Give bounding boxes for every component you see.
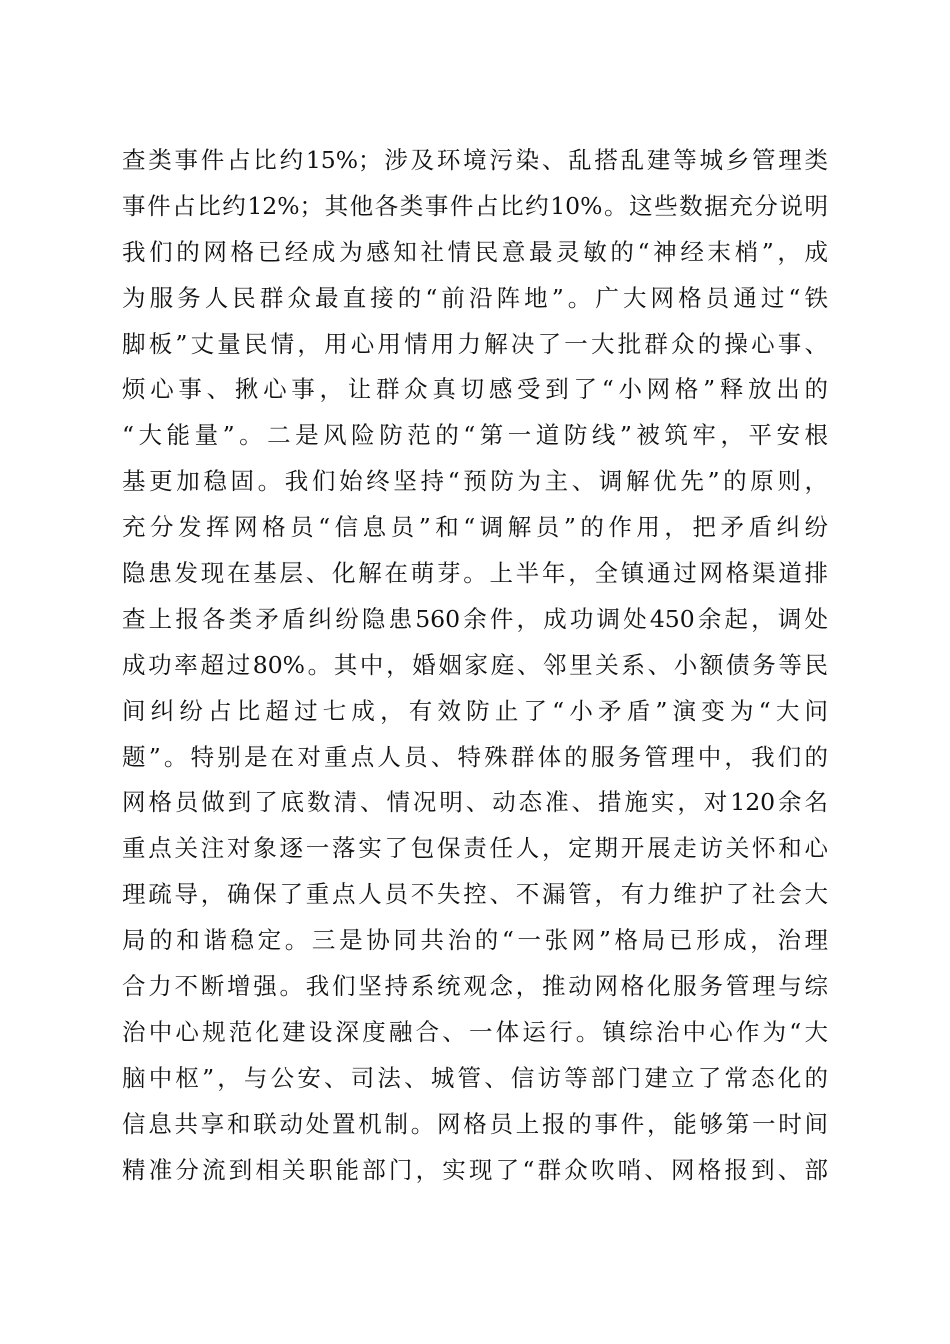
text-line: 脚板”丈量民情，用心用情用力解决了一大批群众的操心事、 (122, 329, 828, 358)
text-line: 充分发挥网格员“信息员”和“调解员”的作用，把矛盾纠纷 (122, 513, 828, 542)
text-line: 基更加稳固。我们始终坚持“预防为主、调解优先”的原则， (122, 467, 828, 496)
text-line: 信息共享和联动处置机制。网格员上报的事件，能够第一时间 (122, 1109, 828, 1138)
text-line: 理疏导，确保了重点人员不失控、不漏管，有力维护了社会大 (122, 880, 828, 909)
text-line: 精准分流到相关职能部门，实现了“群众吹哨、网格报到、部 (122, 1155, 828, 1184)
text-line: 我们的网格已经成为感知社情民意最灵敏的“神经末梢”，成 (122, 237, 828, 266)
text-line: 重点关注对象逐一落实了包保责任人，定期开展走访关怀和心 (122, 834, 828, 863)
body-paragraph (122, 138, 828, 1193)
text-line: 成功率超过80%。其中，婚姻家庭、邻里关系、小额债务等民 (122, 650, 828, 679)
text-line: 合力不断增强。我们坚持系统观念，推动网格化服务管理与综 (122, 972, 828, 1001)
text-line: 治中心规范化建设深度融合、一体运行。镇综治中心作为“大 (122, 1017, 828, 1046)
text-line: 查类事件占比约15%；涉及环境污染、乱搭乱建等城乡管理类 (122, 146, 828, 174)
text-line: 题”。特别是在对重点人员、特殊群体的服务管理中，我们的 (122, 742, 828, 771)
text-line: “大能量”。二是风险防范的“第一道防线”被筑牢，平安根 (122, 421, 828, 450)
text-line: 脑中枢”，与公安、司法、城管、信访等部门建立了常态化的 (122, 1063, 828, 1092)
text-line: 为服务人民群众最直接的“前沿阵地”。广大网格员通过“铁 (122, 283, 828, 312)
text-line: 事件占比约12%；其他各类事件占比约10%。这些数据充分说明 (122, 191, 828, 220)
text-line: 网格员做到了底数清、情况明、动态准、措施实，对120余名 (122, 788, 828, 817)
text-line: 隐患发现在基层、化解在萌芽。上半年，全镇通过网格渠道排 (122, 559, 828, 588)
text-line: 局的和谐稳定。三是协同共治的“一张网”格局已形成，治理 (122, 926, 828, 955)
text-line: 间纠纷占比超过七成，有效防止了“小矛盾”演变为“大问 (122, 696, 828, 725)
text-line: 查上报各类矛盾纠纷隐患560余件，成功调处450余起，调处 (122, 604, 828, 633)
text-line: 烦心事、揪心事，让群众真切感受到了“小网格”释放出的 (122, 375, 828, 404)
